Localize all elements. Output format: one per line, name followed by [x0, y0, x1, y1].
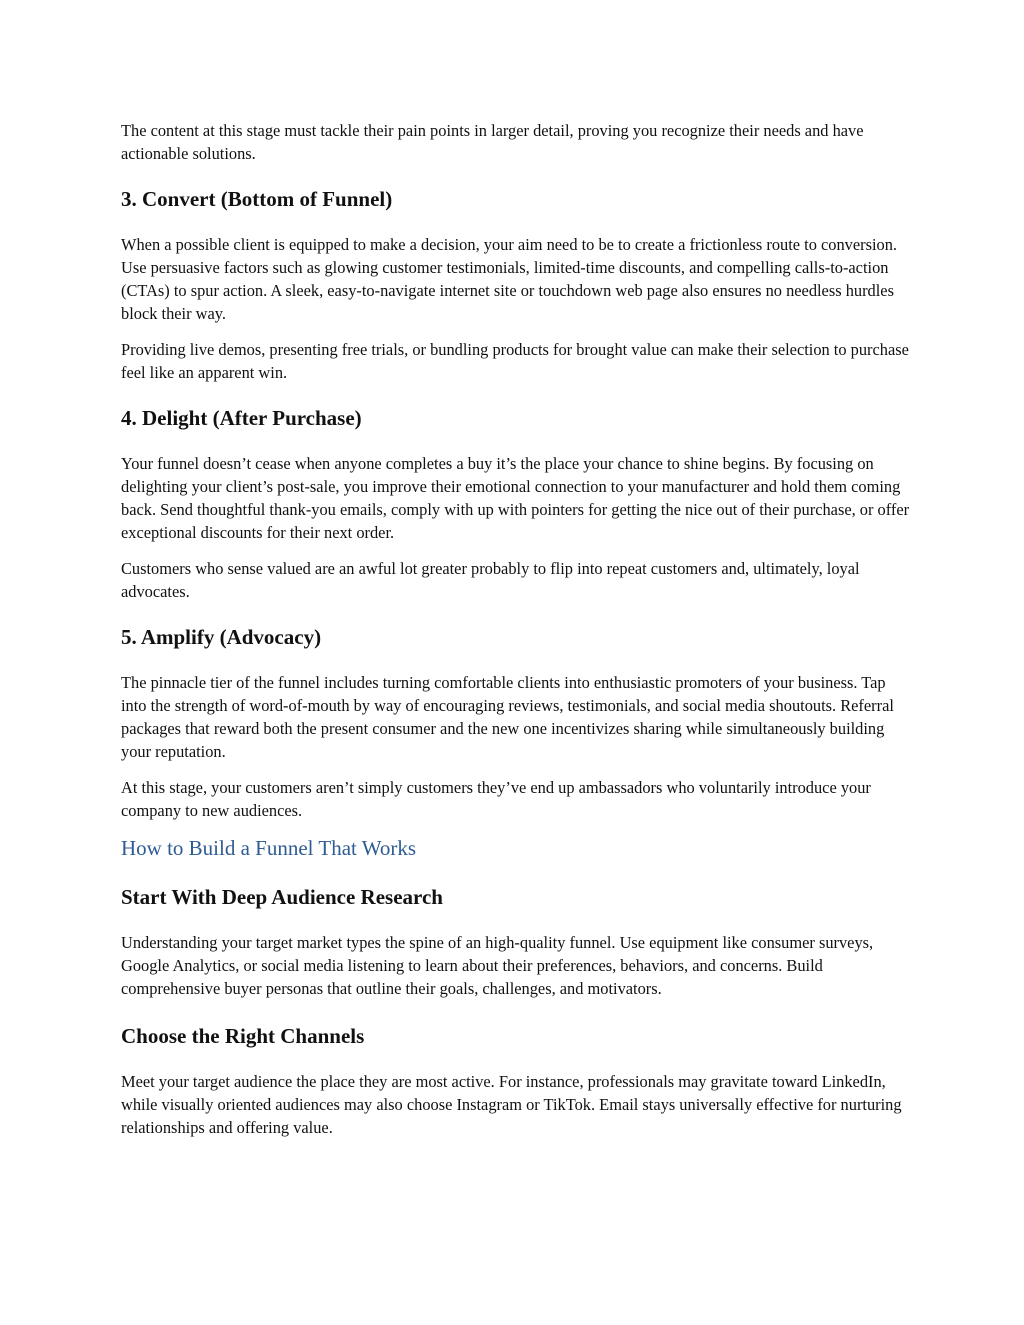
heading-delight: 4. Delight (After Purchase)	[121, 406, 362, 430]
paragraph-amplify-2: At this stage, your customers aren’t simply customers they’ve end up ambassadors who voluntarily introduce your company to new audiences.	[121, 778, 871, 820]
heading-convert: 3. Convert (Bottom of Funnel)	[121, 187, 393, 211]
heading-audience-research: Start With Deep Audience Research	[121, 885, 443, 909]
paragraph-consideration-content: The content at this stage must tackle their pain points in larger detail, proving you recognize their needs and have actionable solutions.	[121, 121, 864, 163]
subheading-build-funnel: How to Build a Funnel That Works	[121, 836, 417, 860]
paragraph-right-channels: Meet your target audience the place they are most active. For instance, professionals may gravitate toward LinkedIn, while visually oriented audiences may also choose Instagram or TikTok. Email stays universally effective for nurturing relationships and offering value.	[121, 1072, 902, 1137]
heading-amplify: 5. Amplify (Advocacy)	[121, 625, 322, 649]
paragraph-convert-2: Providing live demos, presenting free trials, or bundling products for brought value can make their selection to purchase feel like an apparent win.	[121, 340, 909, 382]
paragraph-delight-2: Customers who sense valued are an awful lot greater probably to flip into repeat customers and, ultimately, loyal advocates.	[121, 559, 860, 601]
paragraph-amplify-1: The pinnacle tier of the funnel includes turning comfortable clients into enthusiastic promoters of your business. Tap into the strength of word-of-mouth by way of encouraging reviews, testimonials, and social media shoutouts. Referral packages that reward both the present consumer and the new one incentivizes sharing while simultaneously building your reputation.	[121, 673, 894, 761]
heading-right-channels: Choose the Right Channels	[121, 1024, 365, 1048]
document-page	[121, 119, 911, 1139]
paragraph-delight-1: Your funnel doesn’t cease when anyone completes a buy it’s the place your chance to shine begins. By focusing on delighting your client’s post-sale, you improve their emotional connection to your manufacturer and hold them coming back. Send thoughtful thank-you emails, comply with up with pointers for getting the nice out of their purchase, or offer exceptional discounts for their next order.	[121, 454, 910, 542]
paragraph-convert-1: When a possible client is equipped to make a decision, your aim need to be to create a frictionless route to conversion. Use persuasive factors such as glowing customer testimonials, limited-time discounts, and compelling calls-to-action (CTAs) to spur action. A sleek, easy-to-navigate internet site or touchdown web page also ensures no needless hurdles block their way.	[121, 235, 898, 323]
paragraph-audience-research: Understanding your target market types the spine of an high-quality funnel. Use equipment like consumer surveys, Google Analytics, or social media listening to learn about their preferences, behaviors, and concerns. Build comprehensive buyer personas that outline their goals, challenges, and motivators.	[121, 933, 874, 998]
